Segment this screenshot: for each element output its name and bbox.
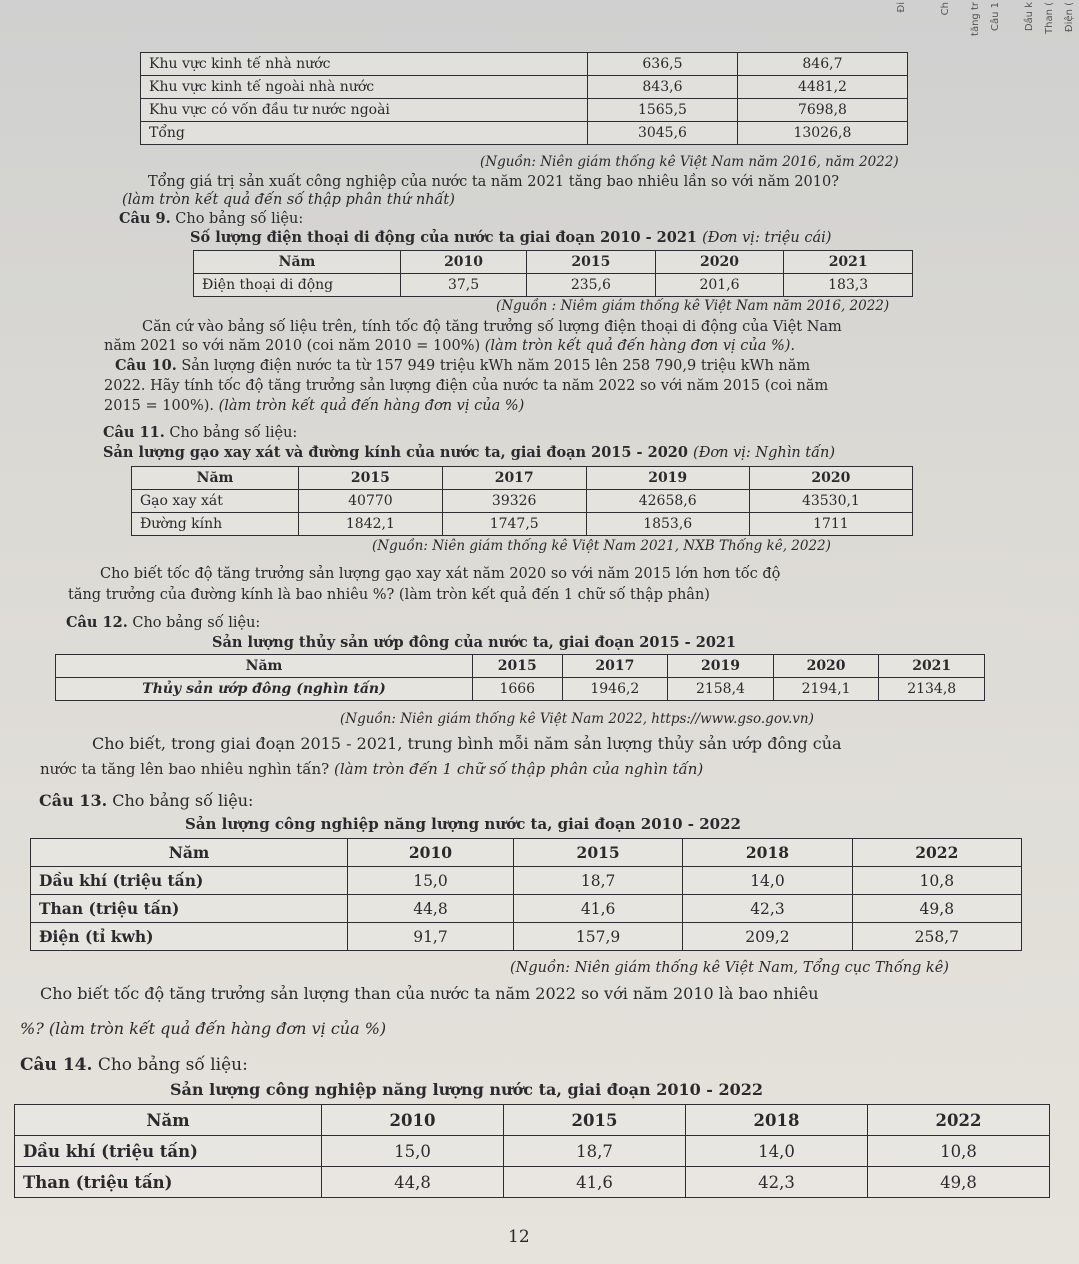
table-cell: 10,8 (868, 1136, 1050, 1167)
q10-question: 2022. Hãy tính tốc độ tăng trưởng sản lượng điện của nước ta năm 2022 so với năm 2015 (coi năm (104, 378, 829, 394)
q8-table (140, 52, 908, 145)
q13-table (30, 838, 1022, 951)
table-cell: Dầu khí (triệu tấn) (31, 867, 348, 895)
table-cell: 3045,6 (588, 122, 738, 145)
q9-title: Số lượng điện thoại di động của nước ta giai đoạn 2010 - 2021 (Đơn vị: triệu cái) (190, 229, 832, 246)
table-row (31, 923, 1022, 951)
q12-heading: Câu 12. Cho bảng số liệu: (66, 614, 261, 631)
q10-question: 2015 = 100%). (làm tròn kết quả đến hàng đơn vị của %) (104, 398, 525, 414)
table-cell: 10,8 (852, 867, 1021, 895)
table-cell: 91,7 (348, 923, 514, 951)
q12-table (55, 654, 985, 701)
table-cell: 2020 (749, 467, 912, 490)
q8-source: (Nguồn: Niên giám thống kê Việt Nam năm 2016, năm 2022) (480, 154, 899, 170)
table-cell: 183,3 (784, 274, 913, 297)
edge-label: Câu 1 (990, 2, 1001, 31)
table-cell: Than (triệu tấn) (15, 1167, 322, 1198)
table-cell: 2015 (504, 1105, 686, 1136)
q13-source: (Nguồn: Niên giám thống kê Việt Nam, Tổng cục Thống kê) (510, 960, 949, 976)
edge-label: Ch (940, 2, 951, 16)
q14-table (14, 1104, 1050, 1198)
table-row (194, 251, 913, 274)
table-cell: 2021 (784, 251, 913, 274)
table-cell: Khu vực kinh tế nhà nước (141, 53, 588, 76)
table-cell: Năm (194, 251, 401, 274)
table-cell: 1946,2 (562, 678, 668, 701)
table-cell: 2020 (655, 251, 784, 274)
table-cell: 2134,8 (879, 678, 985, 701)
table-cell: 15,0 (322, 1136, 504, 1167)
table-row (56, 678, 985, 701)
q8-note: (làm tròn kết quả đến số thập phân thứ nhất) (122, 192, 455, 208)
table-cell: 49,8 (868, 1167, 1050, 1198)
table-cell: Dầu khí (triệu tấn) (15, 1136, 322, 1167)
table-cell: Khu vực kinh tế ngoài nhà nước (141, 76, 588, 99)
q13-heading: Câu 13. Cho bảng số liệu: (39, 791, 254, 810)
q11-table (131, 466, 913, 536)
table-cell: 2017 (442, 467, 586, 490)
table-cell: 2020 (773, 655, 879, 678)
table-cell: 18,7 (504, 1136, 686, 1167)
table-cell: 2015 (473, 655, 563, 678)
table-cell: Năm (31, 839, 348, 867)
table-cell: 15,0 (348, 867, 514, 895)
q9-table (193, 250, 913, 297)
table-cell: 2015 (527, 251, 656, 274)
table-cell: 1747,5 (442, 513, 586, 536)
table-cell: 44,8 (322, 1167, 504, 1198)
table-row (141, 53, 908, 76)
table-row (132, 490, 913, 513)
table-cell: 13026,8 (737, 122, 907, 145)
page-number: 12 (508, 1227, 530, 1247)
table-cell: Năm (132, 467, 299, 490)
table-cell: 42658,6 (586, 490, 749, 513)
table-cell: 2018 (683, 839, 852, 867)
table-cell: Thủy sản ướp đông (nghìn tấn) (56, 678, 473, 701)
table-cell: 2017 (562, 655, 668, 678)
table-cell: 2022 (868, 1105, 1050, 1136)
table-cell: 201,6 (655, 274, 784, 297)
page-edge-strip (889, 0, 1079, 60)
table-cell: 4481,2 (737, 76, 907, 99)
q11-heading: Câu 11. Cho bảng số liệu: (103, 424, 298, 441)
table-cell: 209,2 (683, 923, 852, 951)
table-cell: 49,8 (852, 895, 1021, 923)
table-cell: 2010 (401, 251, 527, 274)
q13-question: %? (làm tròn kết quả đến hàng đơn vị của %) (20, 1019, 387, 1038)
table-cell: 18,7 (513, 867, 682, 895)
table-cell: Điện thoại di động (194, 274, 401, 297)
edge-label: Than ( (1044, 2, 1055, 34)
table-cell: 157,9 (513, 923, 682, 951)
table-cell: Đường kính (132, 513, 299, 536)
table-cell: 2194,1 (773, 678, 879, 701)
q12-question: nước ta tăng lên bao nhiêu nghìn tấn? (làm tròn đến 1 chữ số thập phân của nghìn tấn) (40, 760, 704, 778)
table-cell: 843,6 (588, 76, 738, 99)
table-row (141, 76, 908, 99)
q9-question: Căn cứ vào bảng số liệu trên, tính tốc độ tăng trưởng số lượng điện thoại di động của Việt Nam (142, 319, 842, 335)
table-row (15, 1167, 1050, 1198)
edge-label: Đi (896, 2, 907, 13)
table-cell: 1565,5 (588, 99, 738, 122)
table-row (132, 467, 913, 490)
table-cell: 37,5 (401, 274, 527, 297)
table-cell: 42,3 (683, 895, 852, 923)
table-cell: 1666 (473, 678, 563, 701)
table-cell: 40770 (299, 490, 443, 513)
table-cell: 1853,6 (586, 513, 749, 536)
table-cell: 7698,8 (737, 99, 907, 122)
table-cell: 2021 (879, 655, 985, 678)
table-row (31, 895, 1022, 923)
q14-title: Sản lượng công nghiệp năng lượng nước ta, giai đoạn 2010 - 2022 (170, 1080, 764, 1099)
table-cell: 2019 (586, 467, 749, 490)
table-cell: Khu vực có vốn đầu tư nước ngoài (141, 99, 588, 122)
q9-question: năm 2021 so với năm 2010 (coi năm 2010 = 100%) (làm tròn kết quả đến hàng đơn vị của %). (104, 338, 796, 354)
table-cell: 1711 (749, 513, 912, 536)
q8-question: Tổng giá trị sản xuất công nghiệp của nước ta năm 2021 tăng bao nhiêu lần so với năm 2010? (148, 174, 840, 190)
table-cell: Gạo xay xát (132, 490, 299, 513)
table-cell: 2018 (686, 1105, 868, 1136)
table-cell: 14,0 (683, 867, 852, 895)
table-cell: 2010 (322, 1105, 504, 1136)
table-row (15, 1136, 1050, 1167)
table-cell: 235,6 (527, 274, 656, 297)
table-cell: 44,8 (348, 895, 514, 923)
table-row (132, 513, 913, 536)
table-cell: 43530,1 (749, 490, 912, 513)
table-row (141, 122, 908, 145)
table-cell: Than (triệu tấn) (31, 895, 348, 923)
q14-heading: Câu 14. Cho bảng số liệu: (20, 1055, 248, 1075)
table-row (194, 274, 913, 297)
q11-title: Sản lượng gạo xay xát và đường kính của nước ta, giai đoạn 2015 - 2020 (Đơn vị: Nghìn tấn) (103, 444, 835, 461)
table-cell: 41,6 (504, 1167, 686, 1198)
table-cell: 636,5 (588, 53, 738, 76)
table-cell: 846,7 (737, 53, 907, 76)
table-cell: 42,3 (686, 1167, 868, 1198)
table-cell: Tổng (141, 122, 588, 145)
edge-label: Dầu k (1024, 2, 1035, 32)
q11-source: (Nguồn: Niên giám thống kê Việt Nam 2021, NXB Thống kê, 2022) (372, 538, 831, 554)
table-cell: 2015 (513, 839, 682, 867)
q12-title: Sản lượng thủy sản ướp đông của nước ta, giai đoạn 2015 - 2021 (212, 634, 737, 651)
q11-question: Cho biết tốc độ tăng trưởng sản lượng gạo xay xát năm 2020 so với năm 2015 lớn hơn tốc độ (100, 566, 781, 582)
table-cell: 2019 (668, 655, 774, 678)
q12-source: (Nguồn: Niên giám thống kê Việt Nam 2022, https://www.gso.gov.vn) (340, 711, 814, 727)
table-row (31, 867, 1022, 895)
table-cell: 2022 (852, 839, 1021, 867)
q9-source: (Nguồn : Niêm giám thống kê Việt Nam năm 2016, 2022) (496, 298, 890, 314)
q11-question: tăng trưởng của đường kính là bao nhiêu %? (làm tròn kết quả đến 1 chữ số thập phân) (68, 587, 710, 603)
table-cell: Năm (56, 655, 473, 678)
q13-title: Sản lượng công nghiệp năng lượng nước ta, giai đoạn 2010 - 2022 (185, 815, 741, 833)
q12-question: Cho biết, trong giai đoạn 2015 - 2021, trung bình mỗi năm sản lượng thủy sản ướp đông của (92, 734, 842, 753)
table-cell: 1842,1 (299, 513, 443, 536)
table-cell: 41,6 (513, 895, 682, 923)
table-cell: 2158,4 (668, 678, 774, 701)
edge-label: Điện ( (1064, 2, 1075, 33)
table-cell: 258,7 (852, 923, 1021, 951)
table-cell: 39326 (442, 490, 586, 513)
table-row (15, 1105, 1050, 1136)
table-row (141, 99, 908, 122)
q13-question: Cho biết tốc độ tăng trưởng sản lượng than của nước ta năm 2022 so với năm 2010 là bao nhiêu (40, 984, 819, 1003)
table-cell: Năm (15, 1105, 322, 1136)
table-cell: 2015 (299, 467, 443, 490)
table-row (31, 839, 1022, 867)
edge-label: tăng tr (970, 2, 981, 36)
table-cell: 2010 (348, 839, 514, 867)
table-cell: Điện (tỉ kwh) (31, 923, 348, 951)
q9-heading: Câu 9. Cho bảng số liệu: (119, 210, 304, 227)
table-row (56, 655, 985, 678)
table-cell: 14,0 (686, 1136, 868, 1167)
q10-question: Câu 10. Sản lượng điện nước ta từ 157 949 triệu kWh năm 2015 lên 258 790,9 triệu kWh năm (115, 357, 811, 374)
